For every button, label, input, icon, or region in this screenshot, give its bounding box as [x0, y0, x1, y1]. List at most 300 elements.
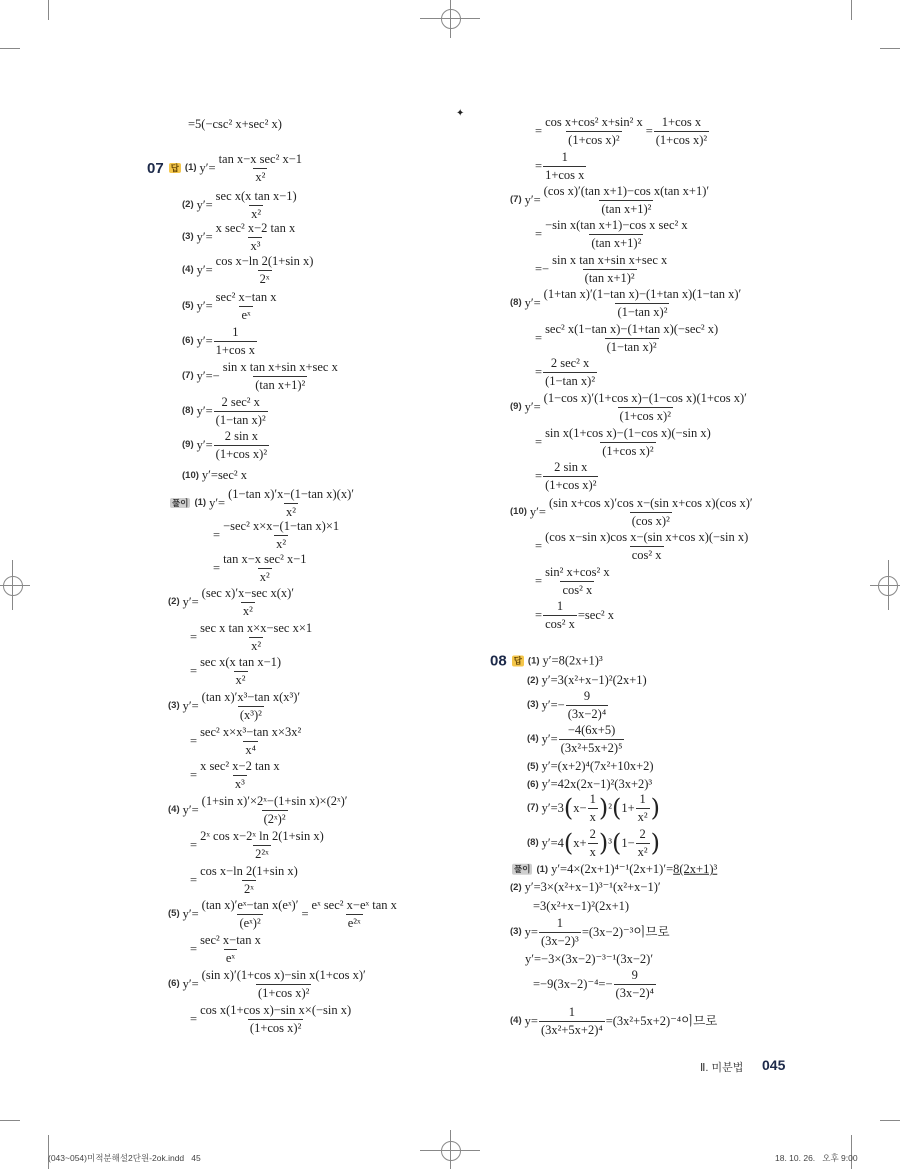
denominator: (3x−2)³: [540, 933, 579, 948]
denominator: x³: [234, 776, 245, 791]
math-text: =: [213, 527, 221, 542]
math-text: y′=: [182, 802, 199, 817]
fraction: [310, 899, 399, 929]
problem-number: 07: [147, 159, 164, 177]
numerator: tan x−x sec² x−1: [218, 152, 303, 166]
numerator: (1−cos x)′(1+cos x)−(1−cos x)(1+cos x)′: [543, 391, 747, 405]
fraction: [198, 726, 303, 756]
denominator: 2ˣ: [244, 881, 254, 896]
item-label: (6): [182, 335, 194, 347]
math-text: y′=: [196, 262, 213, 277]
numerator: −sec² x×x−(1−tan x)×1: [223, 519, 340, 533]
fraction: [542, 392, 749, 422]
fraction: [198, 656, 283, 686]
math-text: =: [535, 538, 543, 553]
equation-line: [190, 830, 327, 860]
denominator: x²: [251, 638, 262, 653]
fraction: [543, 566, 612, 596]
numerator: 2: [589, 827, 596, 841]
equation-line: [510, 185, 712, 215]
fraction: [636, 793, 650, 823]
denominator: x²: [276, 536, 287, 551]
numerator: 1: [568, 1005, 575, 1019]
numerator: sec² x(1−tan x)−(1+tan x)(−sec² x): [545, 322, 719, 336]
numerator: x sec² x−2 tan x: [200, 759, 280, 773]
denominator: eˣ: [241, 307, 251, 322]
fraction: [636, 828, 650, 858]
fraction: [614, 969, 656, 999]
denominator: x: [589, 844, 596, 859]
big-paren: (: [563, 794, 574, 822]
fraction: [543, 600, 577, 630]
denominator: 1+cos x: [545, 167, 585, 182]
equation-line: [190, 934, 264, 964]
numerator: sin x tan x+sin x+sec x: [222, 360, 338, 374]
math-text: y′=3: [541, 800, 564, 815]
item-label: (9): [510, 401, 522, 413]
denominator: x²: [286, 504, 297, 519]
fraction: [200, 587, 296, 617]
equation-line: [533, 900, 629, 913]
denominator: (1+cos x)²: [258, 985, 310, 1000]
item-label: (10): [182, 469, 199, 481]
item-label: (2): [510, 881, 522, 893]
numerator: 1: [589, 792, 596, 806]
big-paren: ): [598, 829, 609, 857]
math-text: =: [190, 1011, 198, 1026]
math-text: =: [535, 226, 543, 241]
numerator: sec² x×x³−tan x×3x²: [200, 725, 302, 739]
denominator: (tan x+1)²: [255, 377, 306, 392]
fraction: [221, 553, 308, 583]
page-number: 045: [762, 1057, 786, 1073]
numerator: cos x+cos² x+sin² x: [545, 115, 643, 129]
numerator: −4(6x+5): [567, 723, 616, 737]
item-label: (5): [527, 760, 539, 772]
math-text: =−9(3x−2)⁻⁴=−: [533, 976, 613, 991]
math-text: =3(x²+x−1)²(2x+1): [533, 898, 630, 913]
math-text: =5(−csc² x+sec² x): [188, 116, 282, 131]
denominator: (1+cos x)²: [602, 443, 654, 458]
math-text: y′=4×(2x+1)⁴⁻¹(2x+1)′=: [551, 861, 674, 876]
numerator: sec x(x tan x−1): [200, 655, 282, 669]
equation-line: [535, 254, 670, 284]
math-text: =: [535, 573, 543, 588]
underlined-answer: 8(2x+1)³: [673, 861, 718, 876]
equation-line: [168, 795, 351, 825]
equation-line: [525, 953, 653, 966]
numerator: (sin x)′(1+cos x)−sin x(1+cos x)′: [201, 968, 366, 982]
section-title: Ⅱ. 미분법: [700, 1062, 744, 1074]
numerator: (cos x−sin x)cos x−(sin x+cos x)(−sin x): [545, 530, 749, 544]
fraction: [542, 185, 711, 215]
numerator: (sin x+cos x)′cos x−(sin x+cos x)(cos x)′: [548, 496, 753, 510]
item-label: (4): [182, 264, 194, 276]
numerator: x sec² x−2 tan x: [215, 221, 296, 235]
fraction: [217, 153, 304, 183]
equation-line: [527, 760, 654, 773]
equation-line: [510, 497, 756, 527]
fraction: [588, 793, 598, 823]
denominator: x²: [235, 672, 246, 687]
equation-line: [188, 118, 282, 131]
item-label: (1): [184, 162, 197, 174]
item-label: (2): [168, 596, 180, 608]
math-text: =sec² x: [577, 607, 614, 622]
solution-badge: 풀이: [514, 863, 531, 874]
crop-mark: [880, 48, 900, 49]
big-paren: (: [563, 829, 574, 857]
equation-line: [533, 969, 657, 999]
fraction: [214, 291, 279, 321]
ornament-icon: ✦: [456, 108, 465, 119]
slug-file: (043~054)미적분해설2단원-2ok.indd 45: [48, 1153, 201, 1163]
item-label: (10): [510, 506, 527, 518]
fraction: [539, 1006, 605, 1036]
numerator: sec x tan x×x−sec x×1: [200, 621, 313, 635]
math-text: =: [535, 468, 543, 483]
fraction: [214, 326, 257, 356]
numerator: (1+sin x)′×2ˣ−(1+sin x)×(2ˣ)′: [201, 794, 348, 808]
fraction: [654, 116, 709, 146]
math-text: y′=: [196, 403, 213, 418]
item-label: (8): [182, 405, 194, 417]
item-label: (4): [168, 804, 180, 816]
math-text: =(3x²+5x+2)⁻⁴이므로: [605, 1013, 718, 1028]
equation-line: [510, 881, 661, 894]
math-text: y′=: [199, 160, 216, 175]
denominator: (tan x+1)²: [601, 201, 652, 216]
equation-line: [535, 357, 598, 387]
fraction: [214, 222, 298, 252]
math-text: y′=: [524, 399, 541, 414]
equation-line: [535, 151, 587, 181]
item-label: (3): [510, 926, 522, 938]
denominator: x²: [637, 809, 648, 824]
fraction: [543, 427, 713, 457]
math-text: y′=: [196, 298, 213, 313]
numerator: sin² x+cos² x: [545, 565, 610, 579]
equation-line: [535, 461, 599, 491]
denominator: e²ˣ: [347, 915, 361, 930]
equation-line: [182, 190, 300, 220]
fraction: [543, 116, 645, 146]
item-label: (7): [527, 802, 539, 814]
fraction: [543, 531, 750, 561]
math-text: y=: [524, 1013, 538, 1028]
numerator: 1+cos x: [661, 115, 702, 129]
math-text: y′=: [182, 594, 199, 609]
denominator: x²: [259, 569, 270, 584]
denominator: 1+cos x: [215, 342, 256, 357]
equation-line: [535, 600, 614, 630]
fraction: [214, 430, 269, 460]
math-text: x−: [573, 800, 587, 815]
equation-line: [535, 566, 613, 596]
denominator: x³: [250, 238, 261, 253]
equation-line: [182, 469, 247, 482]
equation-line: [168, 969, 369, 999]
math-text: =: [190, 837, 198, 852]
math-text: =: [190, 733, 198, 748]
math-text: =: [645, 123, 653, 138]
math-text: =: [190, 872, 198, 887]
numerator: 1: [556, 916, 563, 930]
equation-line: [182, 361, 341, 391]
equation-line: [512, 863, 717, 876]
numerator: sec x(x tan x−1): [215, 189, 297, 203]
math-text: ²: [608, 800, 612, 815]
denominator: cos² x: [545, 616, 575, 631]
equation-line: [213, 553, 310, 583]
numerator: 1: [561, 150, 568, 164]
math-text: =: [190, 663, 198, 678]
equation-line: [182, 326, 258, 356]
numerator: 9: [631, 968, 638, 982]
numerator: (tan x)′eˣ−tan x(eˣ)′: [201, 898, 299, 912]
math-text: y′=: [182, 976, 199, 991]
numerator: cos x−ln 2(1+sin x): [215, 254, 314, 268]
equation-line: [182, 396, 269, 426]
denominator: x²: [251, 206, 262, 221]
fraction: [559, 724, 625, 754]
equation-line: [190, 760, 283, 790]
fraction: [198, 934, 263, 964]
fraction: [566, 690, 608, 720]
fraction: [539, 917, 581, 947]
numerator: (1+tan x)′(1−tan x)−(1+tan x)(1−tan x)′: [543, 287, 742, 301]
denominator: cos² x: [631, 547, 662, 562]
math-text: y′=−3×(3x−2)⁻³⁻¹(3x−2)′: [525, 951, 654, 966]
numerator: 2: [639, 827, 646, 841]
item-label: (8): [510, 297, 522, 309]
item-label: (2): [182, 199, 194, 211]
big-paren: ): [598, 794, 609, 822]
numerator: sec² x−tan x: [200, 933, 261, 947]
slug-date: 18. 10. 26. 오후 9:00: [775, 1153, 858, 1163]
fraction: [226, 488, 356, 518]
denominator: (eˣ)²: [239, 915, 261, 930]
denominator: (1+cos x)²: [568, 132, 620, 147]
math-text: y′=: [541, 731, 558, 746]
item-label: (5): [182, 300, 194, 312]
numerator: eˣ sec² x−eˣ tan x: [311, 898, 397, 912]
denominator: (3x²+5x+2)⁴: [540, 1022, 603, 1037]
math-text: y′=: [196, 437, 213, 452]
item-label: (4): [527, 733, 539, 745]
numerator: (tan x)′x³−tan x(x³)′: [201, 690, 301, 704]
equation-line: [535, 531, 751, 561]
denominator: (cos x)²: [631, 513, 670, 528]
math-text: y′=: [524, 192, 541, 207]
crop-mark: [880, 1120, 900, 1121]
math-text: =: [535, 434, 543, 449]
numerator: 9: [583, 689, 591, 703]
crop-mark: [0, 48, 20, 49]
math-text: y′=8(2x+1)³: [542, 653, 603, 668]
math-text: y′=: [524, 295, 541, 310]
fraction: [543, 461, 598, 491]
math-text: y′=4: [541, 835, 564, 850]
numerator: sec² x−tan x: [215, 290, 277, 304]
denominator: (3x−2)⁴: [567, 706, 607, 721]
denominator: 2²ˣ: [255, 846, 269, 861]
numerator: (sec x)′x−sec x(x)′: [201, 586, 295, 600]
big-paren: (: [611, 794, 622, 822]
math-text: =: [190, 629, 198, 644]
math-text: =: [535, 158, 543, 173]
numerator: 2 sin x: [554, 460, 588, 474]
equation-line: [527, 778, 652, 791]
math-text: =: [535, 607, 543, 622]
math-text: y′=: [196, 197, 213, 212]
fraction: [198, 760, 282, 790]
numerator: 2 sin x: [224, 429, 259, 443]
problem-number: 08: [490, 652, 507, 670]
fraction: [550, 254, 669, 284]
math-text: =(3x−2)⁻³이므로: [581, 924, 670, 939]
equation-line: [147, 153, 305, 183]
math-text: =: [535, 364, 543, 379]
equation-line: [527, 828, 660, 858]
math-text: y′=: [209, 495, 226, 510]
equation-line: [168, 899, 400, 929]
math-text: y′=: [182, 698, 199, 713]
equation-line: [490, 654, 603, 669]
equation-line: [535, 116, 710, 146]
numerator: −sin x(tan x+1)−cos x sec² x: [545, 218, 688, 232]
numerator: 1: [556, 599, 564, 613]
math-text: ³: [608, 835, 612, 850]
item-label: (6): [527, 778, 539, 790]
denominator: (1+cos x)²: [545, 477, 597, 492]
numerator: cos x−ln 2(1+sin x): [200, 864, 298, 878]
denominator: (1−tan x)²: [545, 373, 596, 388]
registration-mark: [441, 1141, 461, 1161]
registration-mark: [3, 576, 23, 596]
fraction: [198, 865, 300, 895]
equation-line: [535, 427, 714, 457]
equation-line: [510, 917, 670, 947]
big-paren: (: [611, 829, 622, 857]
math-text: =: [190, 767, 198, 782]
math-text: =: [301, 906, 309, 921]
math-text: =: [535, 330, 543, 345]
math-text: y′=3×(x²+x−1)³⁻¹(x²+x−1)′: [524, 879, 661, 894]
numerator: 1: [232, 325, 239, 339]
fraction: [200, 795, 350, 825]
math-text: =−: [535, 261, 550, 276]
numerator: sin x(1+cos x)−(1−cos x)(−sin x): [545, 426, 711, 440]
item-label: (3): [168, 700, 180, 712]
item-label: (6): [168, 978, 180, 990]
equation-line: [168, 587, 297, 617]
equation-line: [182, 255, 316, 285]
fraction: [543, 323, 720, 353]
numerator: 2 sec² x: [550, 356, 590, 370]
denominator: (1+cos x)²: [655, 132, 708, 147]
item-label: (7): [182, 370, 194, 382]
fraction: [547, 497, 755, 527]
equation-line: [168, 691, 303, 721]
denominator: x²: [637, 844, 648, 859]
fraction: [200, 969, 368, 999]
math-text: y′=: [182, 906, 199, 921]
numerator: cos x(1+cos x)−sin x×(−sin x): [200, 1003, 352, 1017]
big-paren: ): [650, 829, 661, 857]
equation-line: [190, 1004, 354, 1034]
equation-line: [527, 793, 660, 823]
item-label: (3): [527, 699, 539, 711]
denominator: 2ˣ: [259, 271, 270, 286]
crop-mark: [48, 0, 49, 20]
math-text: y′=: [196, 333, 213, 348]
item-label: (1): [194, 497, 207, 509]
fraction: [543, 219, 690, 249]
math-text: 1+: [621, 800, 635, 815]
equation-line: [510, 1006, 717, 1036]
denominator: (tan x+1)²: [584, 270, 635, 285]
fraction: [198, 1004, 353, 1034]
denominator: (x³)²: [239, 707, 262, 722]
denominator: x²: [242, 603, 253, 618]
numerator: sin x tan x+sin x+sec x: [552, 253, 668, 267]
item-label: (1): [536, 863, 549, 875]
item-label: (4): [510, 1015, 522, 1027]
equation-line: [170, 488, 357, 518]
numerator: tan x−x sec² x−1: [223, 552, 307, 566]
equation-line: [190, 726, 304, 756]
denominator: (1−tan x)²: [617, 304, 668, 319]
fraction: [214, 396, 268, 426]
math-text: y′=42x(2x−1)²(3x+2)³: [541, 776, 653, 791]
answer-badge: 답: [513, 655, 522, 666]
crop-mark: [851, 0, 852, 20]
denominator: (1+cos x)²: [215, 446, 268, 461]
answer-badge: 답: [170, 162, 179, 173]
denominator: (1+cos x)²: [619, 408, 671, 423]
item-label: (9): [182, 439, 194, 451]
equation-line: [182, 430, 270, 460]
denominator: (2ˣ)²: [263, 811, 286, 826]
numerator: (1−tan x)′x−(1−tan x)(x)′: [228, 487, 354, 501]
fraction: [200, 691, 302, 721]
equation-line: [527, 724, 625, 754]
fraction: [542, 288, 744, 318]
math-text: y′=: [196, 229, 213, 244]
numerator: 2ˣ cos x−2ˣ ln 2(1+sin x): [200, 829, 324, 843]
item-label: (1): [527, 655, 540, 667]
crop-mark: [0, 1120, 20, 1121]
math-text: =: [190, 941, 198, 956]
denominator: x²: [255, 169, 266, 184]
numerator: (cos x)′(tan x+1)−cos x(tan x+1)′: [543, 184, 710, 198]
numerator: 1: [639, 792, 646, 806]
denominator: (3x²+5x+2)⁵: [560, 740, 623, 755]
denominator: cos² x: [562, 582, 593, 597]
denominator: x: [589, 809, 596, 824]
equation-line: [182, 222, 298, 252]
equation-line: [213, 520, 342, 550]
equation-line: [190, 622, 315, 652]
equation-line: [527, 690, 609, 720]
math-text: =: [535, 123, 543, 138]
math-text: y′=sec² x: [201, 467, 248, 482]
equation-line: [190, 656, 284, 686]
equation-line: [182, 291, 279, 321]
equation-line: [510, 288, 744, 318]
denominator: eˣ: [225, 950, 236, 965]
